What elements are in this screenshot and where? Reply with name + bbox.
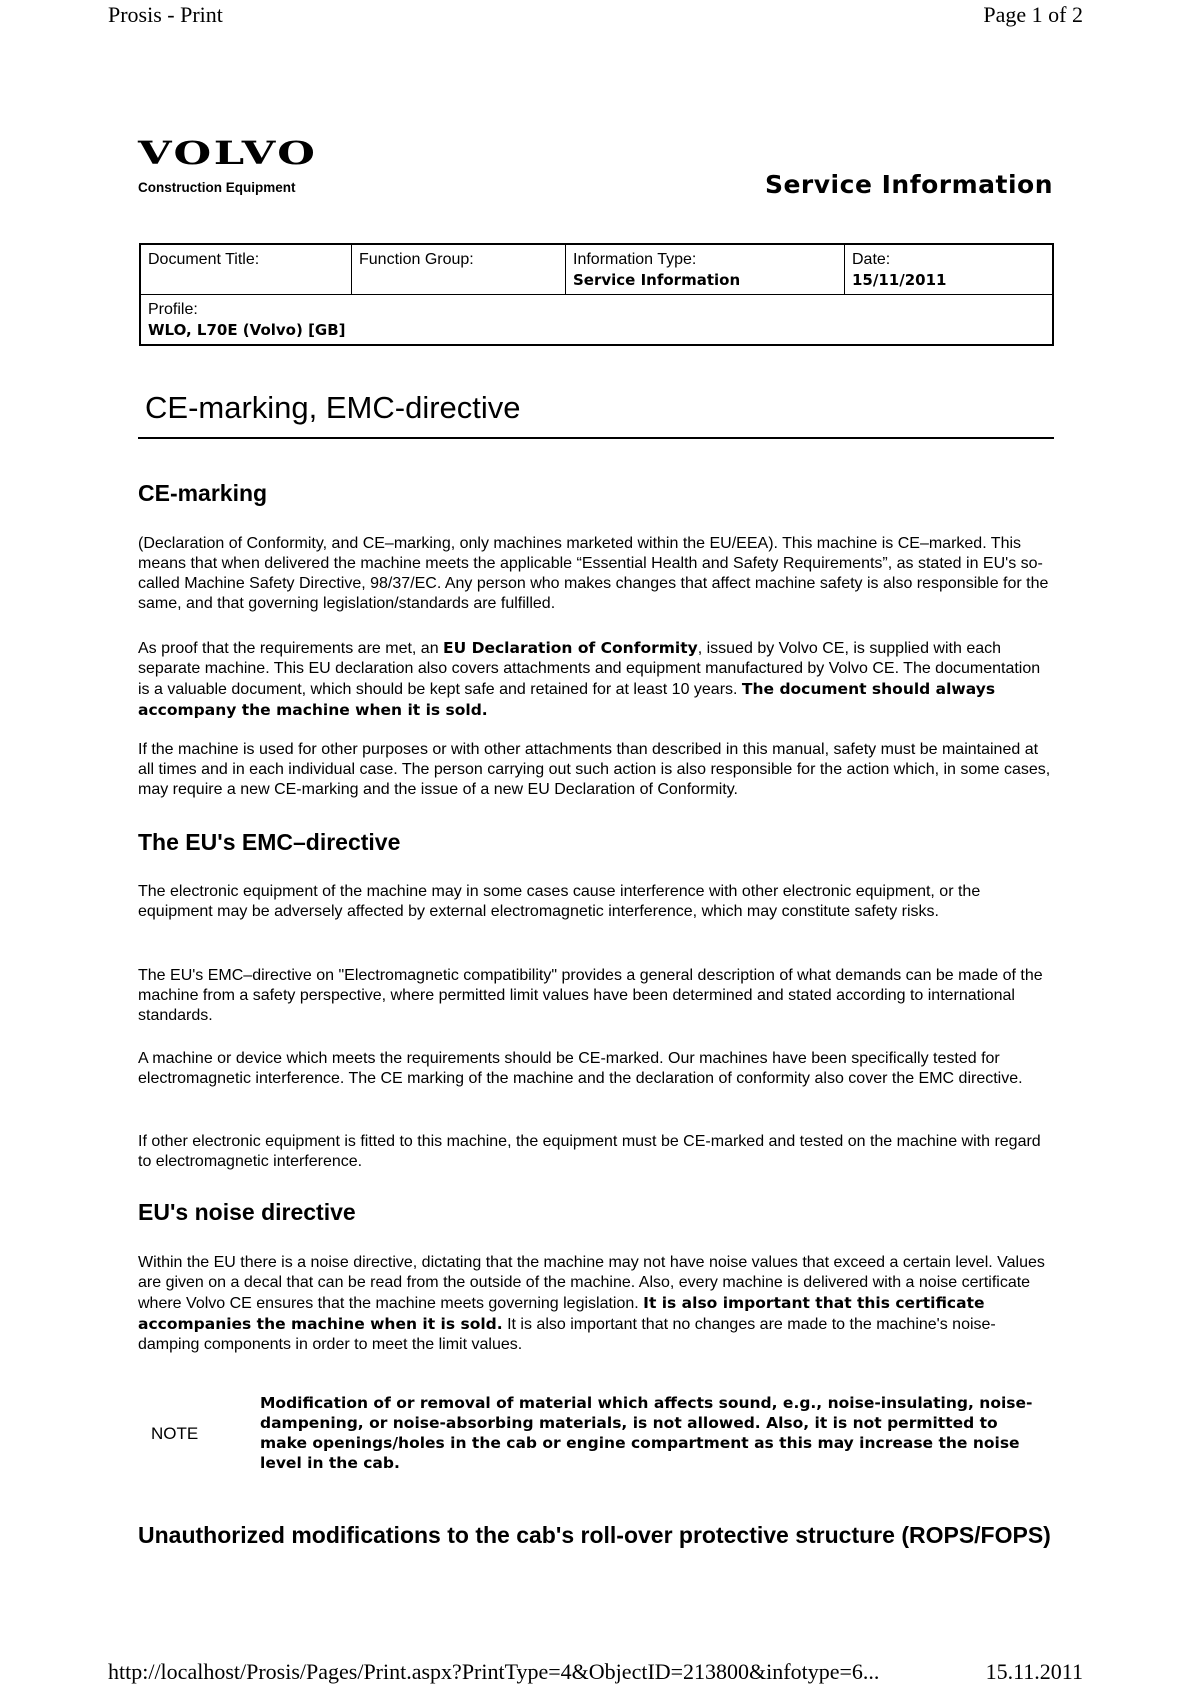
page-number: Page 1 of 2 [983,2,1083,27]
section-heading-emc: The EU's EMC–directive [138,829,401,855]
accompany-machine-emphasis: The document should always accompany the machine when it is sold. [138,680,996,719]
emc-paragraph-4: If other electronic equipment is fitted to this machine, the equipment must be CE-marked and tested on the machine with regard to electromagnetic interference. [138,1133,1041,1170]
section-heading-noise: EU's noise directive [138,1199,356,1225]
print-footer-url: http://localhost/Prosis/Pages/Print.aspx?PrintType=4&ObjectID=213800&infotype=6... [108,1659,880,1684]
section-heading-ce-marking: CE-marking [138,480,268,506]
ce-marking-paragraph-2 [138,638,1056,721]
noise-p1-text-c: It is also important that no changes are made to the machine's noise-damping components in order to meet the limit values. [138,1316,996,1353]
page-title: CE-marking, EMC-directive [145,390,521,425]
ce-marking-p2-text-c: , issued by Volvo CE, is supplied with each separate machine. This EU declaration also covers attachments and equipment manufactured by Volvo CE. The documentation is a valuable document, which should be kept safe and retained for at least 10 years. [138,640,1041,698]
document-title-label: Document Title: [148,251,260,268]
noise-paragraph-1 [138,1253,1056,1355]
print-header-title: Prosis - Print [108,2,223,27]
logo-brand: VOLVO [138,134,318,172]
meta-cell-information-type [566,244,845,295]
ce-marking-paragraph-3: If the machine is used for other purposes or with other attachments than described in this manual, safety must be maintained at all times and in each individual case. The person carrying out such action is also responsible for the action which, in some cases, may require a new CE-marking and the issue of a new EU Declaration of Conformity. [138,741,1051,798]
document-meta-table [139,243,1054,346]
emc-paragraph-3: A machine or device which meets the requirements should be CE-marked. Our machines have been specifically tested for electromagnetic interference. The CE marking of the machine and the declaration of conformity also cover the EMC directive. [138,1050,1023,1087]
date-label: Date: [852,251,891,268]
title-divider [138,437,1054,439]
function-group-label: Function Group: [359,251,474,268]
meta-cell-function-group [352,244,566,295]
meta-cell-profile [140,295,1053,346]
ce-marking-p2-text-a: As proof that the requirements are met, an [138,640,444,657]
profile-label: Profile: [148,301,198,318]
print-footer-date: 15.11.2011 [985,1659,1083,1684]
volvo-logo [138,134,318,195]
emc-paragraph-1: The electronic equipment of the machine may in some cases cause interference with other electronic equipment, or the equipment may be adversely affected by external electromagnetic interference, which may constitute safety risks. [138,883,981,920]
ce-marking-paragraph-1: (Declaration of Conformity, and CE–marking, only machines marketed within the EU/EEA). This machine is CE–marked. This means that when delivered the machine meets the applicable “Essential Health and Safety Requirements”, as stated in EU's so-called Machine Safety Directive, 98/37/EC. Any person who makes changes that affect machine safety is also responsible for the same, and that governing legislation/standards are fulfilled. [138,535,1049,612]
date-value: 15/11/2011 [852,271,947,289]
logo-subtitle: Construction Equipment [138,180,296,195]
profile-value: WLO, L70E (Volvo) [GB] [148,321,346,339]
note-text: Modification of or removal of material which affects sound, e.g., noise-insulating, noise-dampening, or noise-absorbing materials, is not allowed. Also, it is not permitted to make openings/holes in the cab or engine compartment as this may increase the noise level in the cab. [260,1394,1033,1472]
emc-paragraph-2: The EU's EMC–directive on "Electromagnetic compatibility" provides a general description of what demands can be made of the machine from a safety perspective, where permitted limit values have been determined and stated according to international standards. [138,967,1043,1024]
meta-row [140,244,1053,295]
note-label: NOTE [151,1424,199,1443]
meta-cell-date [845,244,1054,295]
noise-p1-text-a: Within the EU there is a noise directive, dictating that the machine may not have noise values that exceed a certain level. Values are given on a decal that can be read from the outside of the machine. Also, every machine is delivered with a noise certificate where Volvo CE ensures that the machine meets governing legislation. [138,1254,1045,1312]
meta-row [140,295,1053,346]
eu-declaration-emphasis: EU Declaration of Conformity [443,639,698,657]
noise-certificate-emphasis: It is also important that this certificate accompanies the machine when it is sold. [138,1294,985,1333]
meta-cell-document-title [140,244,352,295]
section-heading-rops: Unauthorized modifications to the cab's roll-over protective structure (ROPS/FOPS) [138,1522,1051,1548]
information-type-label: Information Type: [573,251,697,268]
information-type-value: Service Information [573,271,741,289]
header-title: Service Information [764,170,1053,199]
